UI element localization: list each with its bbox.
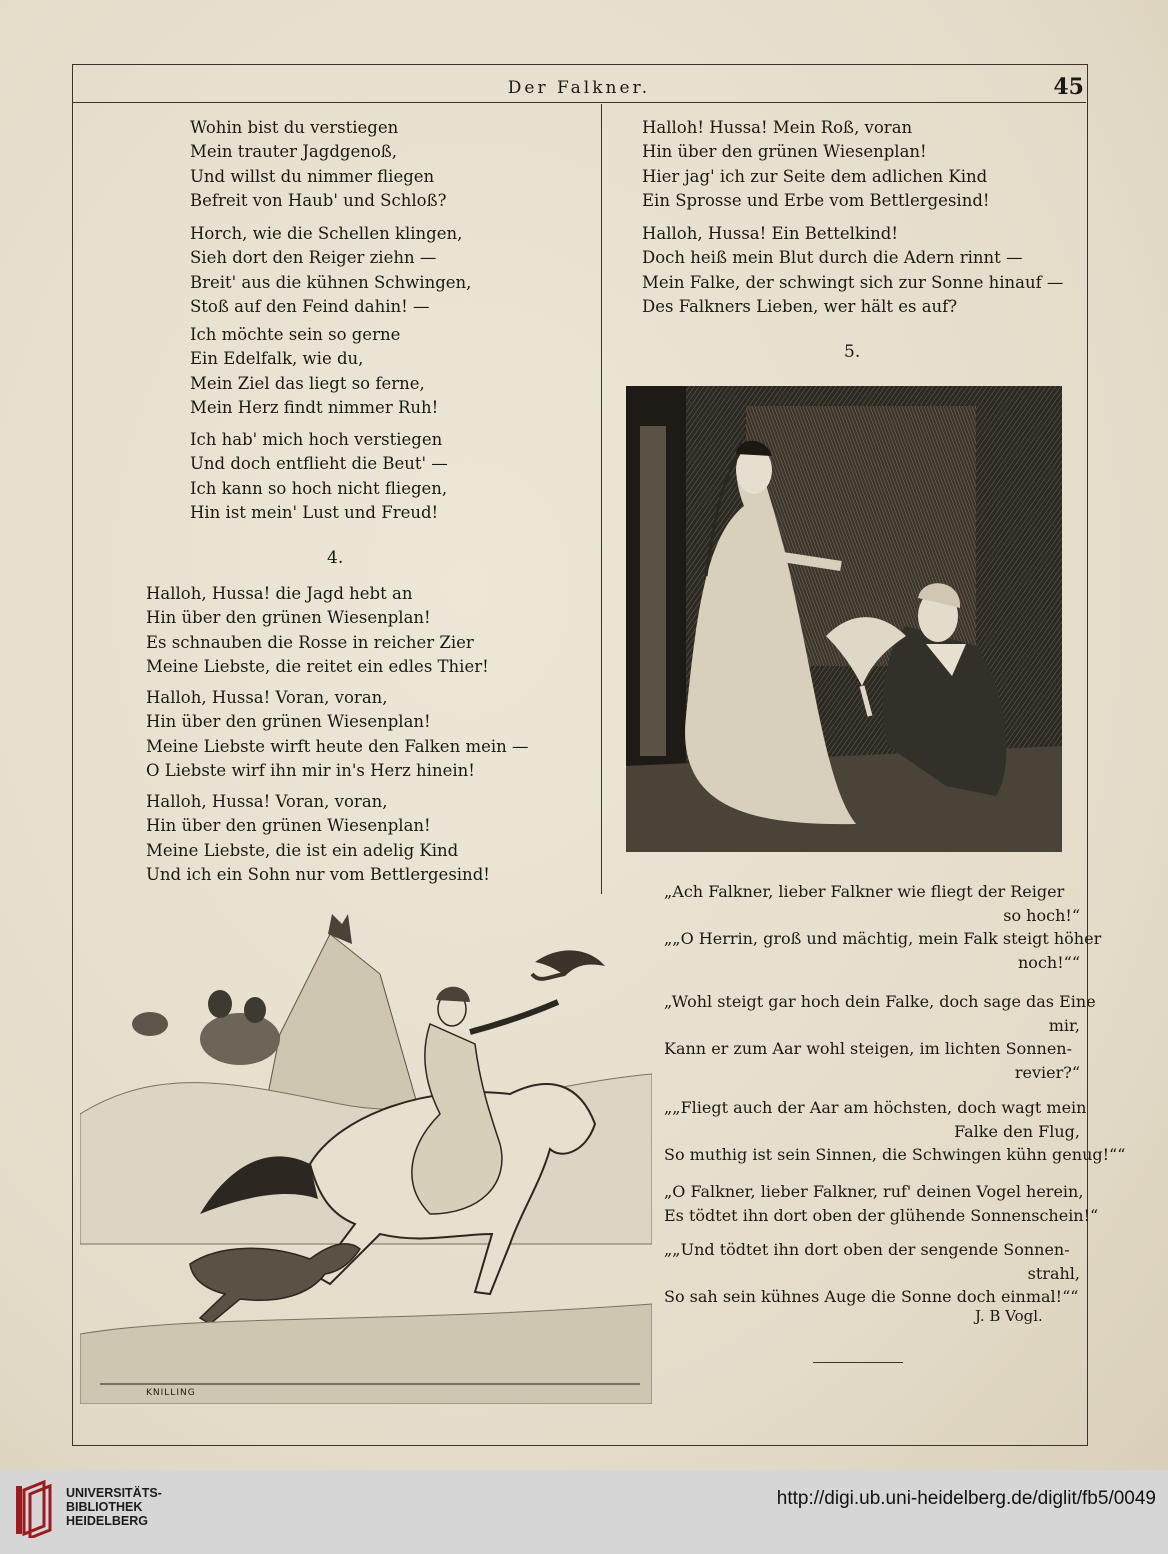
dialogue-continuation: strahl, xyxy=(1027,1263,1080,1283)
verse-line: Des Falkners Lieben, wer hält es auf? xyxy=(642,297,958,317)
dialogue-continuation: mir, xyxy=(1048,1015,1080,1035)
heidelberg-logo-icon xyxy=(14,1480,58,1538)
page-header xyxy=(72,76,1086,103)
stanza xyxy=(642,222,1063,320)
dialogue-line: „O Falkner, lieber Falkner, ruf' deinen Vogel herein, xyxy=(664,1182,1084,1201)
hunt-engraving xyxy=(80,914,652,1404)
dialogue-line: So sah sein kühnes Auge die Sonne doch einmal!““ xyxy=(664,1287,1079,1306)
dialogue-line: „„O Herrin, groß und mächtig, mein Falk steigt höher xyxy=(664,929,1102,948)
verse-line: Wohin bist du verstiegen xyxy=(190,118,399,137)
dialogue-line: „„Fliegt auch der Aar am höchsten, doch wagt mein xyxy=(664,1098,1087,1117)
institution-line: HEIDELBERG xyxy=(66,1514,148,1528)
verse-line: Hin über den grünen Wiesenplan! xyxy=(642,142,927,162)
column-rule xyxy=(601,104,602,894)
verse-line: Mein Falke, der schwingt sich zur Sonne hinauf — xyxy=(642,272,1064,292)
verse-line: Hin ist mein' Lust und Freud! xyxy=(190,503,439,523)
verse-line: Hier jag' ich zur Seite dem adlichen Kind xyxy=(642,166,988,186)
falconer-engraving xyxy=(626,386,1062,852)
engraver-signature: KNILLING xyxy=(146,1388,196,1398)
source-url[interactable]: http://digi.ub.uni-heidelberg.de/diglit/fb5/0049 xyxy=(776,1488,1156,1509)
verse-line: Und ich ein Sohn nur vom Bettlergesind! xyxy=(146,865,490,885)
dialogue-continuation: noch!““ xyxy=(1018,952,1080,972)
verse-line: Meine Liebste, die reitet ein edles Thier! xyxy=(146,657,489,677)
verse-line: Meine Liebste, die ist ein adelig Kind xyxy=(146,840,459,860)
verse-line: Ich möchte sein so gerne xyxy=(190,325,401,344)
verse-line: Sieh dort den Reiger ziehn — xyxy=(190,248,437,268)
verse-line: Halloh! Hussa! Mein Roß, voran xyxy=(642,118,913,137)
verse-line: Ich hab' mich hoch verstiegen xyxy=(190,430,443,449)
section-number: 5. xyxy=(844,342,861,362)
stanza xyxy=(146,790,490,888)
stanza xyxy=(146,686,529,784)
dialogue-block xyxy=(664,1238,1080,1309)
verse-line: Breit' aus die kühnen Schwingen, xyxy=(190,272,472,292)
section-number: 4. xyxy=(327,548,344,568)
author-signature: J. B Vogl. xyxy=(975,1307,1043,1325)
institution-line: BIBLIOTHEK xyxy=(66,1500,143,1514)
dialogue-line: „Wohl steigt gar hoch dein Falke, doch sage das Eine xyxy=(664,992,1096,1011)
dialogue-line: So muthig ist sein Sinnen, die Schwingen kühn genug!““ xyxy=(664,1145,1126,1164)
verse-line: Halloh, Hussa! Voran, voran, xyxy=(146,792,388,811)
verse-line: Hin über den grünen Wiesenplan! xyxy=(146,608,431,628)
stanza xyxy=(190,116,446,214)
verse-line: Mein Ziel das liegt so ferne, xyxy=(190,373,425,393)
verse-line: Meine Liebste wirft heute den Falken mein — xyxy=(146,736,529,756)
verse-line: Stoß auf den Feind dahin! — xyxy=(190,297,430,317)
verse-line: Hin über den grünen Wiesenplan! xyxy=(146,712,431,732)
institution-line: UNIVERSITÄTS- xyxy=(66,1486,162,1500)
stanza xyxy=(146,582,489,680)
running-title: Der Falkner. xyxy=(507,78,651,98)
verse-line: Mein trauter Jagdgenoß, xyxy=(190,142,398,162)
verse-line: Mein Herz findt nimmer Ruh! xyxy=(190,398,439,418)
stanza xyxy=(190,222,471,320)
dialogue-line: Kann er zum Aar wohl steigen, im lichten Sonnen- xyxy=(664,1039,1073,1058)
stanza xyxy=(190,428,448,526)
verse-line: Ich kann so hoch nicht fliegen, xyxy=(190,478,448,498)
dialogue-block xyxy=(664,880,1102,974)
dialogue-block xyxy=(664,990,1096,1084)
verse-line: Ein Sprosse und Erbe vom Bettlergesind! xyxy=(642,191,990,211)
verse-line: Hin über den grünen Wiesenplan! xyxy=(146,816,431,836)
verse-line: Es schnauben die Rosse in reicher Zier xyxy=(146,632,474,652)
falconer-engraving-art xyxy=(626,386,1062,852)
verse-line: Befreit von Haub' und Schloß? xyxy=(190,191,447,211)
verse-line: Halloh, Hussa! Voran, voran, xyxy=(146,688,388,707)
verse-line: Und doch entflieht die Beut' — xyxy=(190,454,448,474)
page-number: 45 xyxy=(1053,74,1084,100)
verse-line: Doch heiß mein Blut durch die Adern rinnt — xyxy=(642,248,1023,268)
stanza xyxy=(642,116,990,214)
dialogue-block xyxy=(664,1096,1126,1167)
verse-line: Halloh, Hussa! Ein Bettelkind! xyxy=(642,224,898,243)
dialogue-continuation: Falke den Flug, xyxy=(954,1121,1080,1141)
verse-line: O Liebste wirf ihn mir in's Herz hinein! xyxy=(146,761,475,781)
verse-line: Ein Edelfalk, wie du, xyxy=(190,349,364,369)
dialogue-block xyxy=(664,1180,1099,1227)
dialogue-line: Es tödtet ihn dort oben der glühende Sonnenschein!“ xyxy=(664,1205,1099,1225)
verse-line: Horch, wie die Schellen klingen, xyxy=(190,224,463,243)
end-rule xyxy=(813,1362,903,1363)
dialogue-continuation: revier?“ xyxy=(1014,1062,1080,1082)
dialogue-line: „Ach Falkner, lieber Falkner wie fliegt der Reiger xyxy=(664,882,1065,901)
verse-line: Halloh, Hussa! die Jagd hebt an xyxy=(146,584,413,603)
institution-name xyxy=(66,1486,162,1528)
hunt-engraving-art xyxy=(80,914,652,1404)
footer-bar xyxy=(0,1470,1168,1554)
dialogue-continuation: so hoch!“ xyxy=(1003,905,1080,925)
stanza xyxy=(190,323,438,421)
verse-line: Und willst du nimmer fliegen xyxy=(190,166,435,186)
dialogue-line: „„Und tödtet ihn dort oben der sengende Sonnen- xyxy=(664,1240,1070,1259)
